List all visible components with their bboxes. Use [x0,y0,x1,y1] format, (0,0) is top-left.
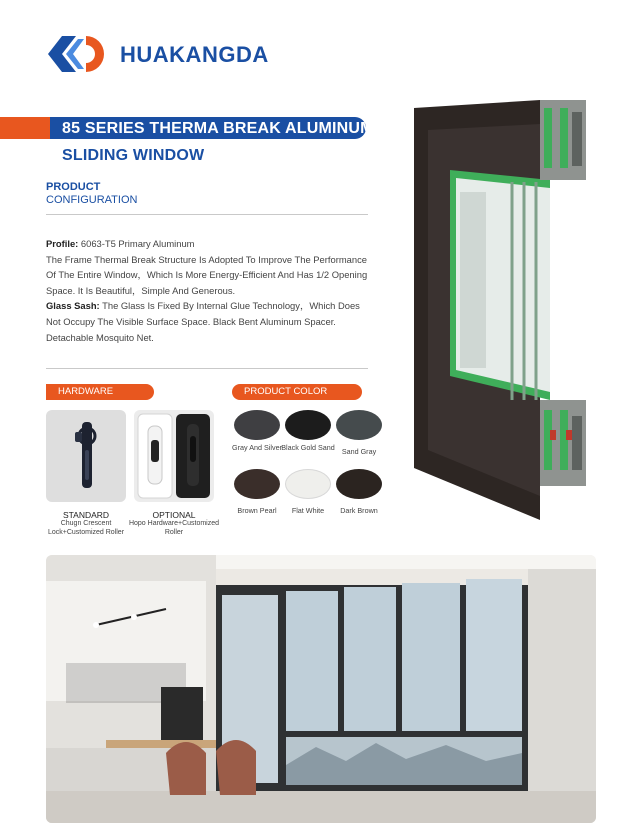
optional-subtitle: Hopo Hardware+Customized Roller [128,520,220,536]
standard-subtitle: Chugn Crescent Lock+Customized Roller [47,520,125,536]
profile-label: Profile: [46,238,79,249]
glass-label: Glass Sash: [46,300,100,312]
profile-text: 6063-T5 Primary Aluminum [78,238,195,249]
hardware-heading: HARDWARE [46,384,154,400]
frame-text: The Frame Thermal Break Structure Is Adopted To Improve The Performance Of The Entire Window，Which Is More Energy-Efficient And Has 1/2 Opening Space. It Is Beautiful，Simple And Generous. [46,253,368,296]
standard-hardware-image [46,410,126,502]
product-label: PRODUCT [46,181,101,193]
page-title-line2: SLIDING WINDOW [62,147,205,164]
optional-title: OPTIONAL [152,510,196,520]
swatch-sand-gray [336,410,382,440]
brand-name: HUAKANGDA [120,42,269,67]
glass-text: The Glass Is Fixed By Internal Glue Technology，Which Does Not Occupy The Visible Surface Space. Black Bent Aluminum Spacer. [46,300,360,327]
net-text: Detachable Mosquito Net. [46,331,154,343]
hkd-logo-icon [46,32,112,76]
interior-photo [46,555,596,823]
swatch-label: Black Gold Sand [281,443,335,452]
swatch-label: Brown Pearl [237,506,277,515]
swatch-dark-brown [336,469,382,499]
swatch-brown-pearl [234,469,280,499]
window-section-image [400,100,600,520]
optional-hardware-image [134,410,214,502]
swatch-label: Gray And Silver [232,443,282,452]
product-color-heading: PRODUCT COLOR [232,384,362,400]
swatch-label: Dark Brown [340,506,378,515]
swatch-flat-white [285,469,331,499]
standard-title: STANDARD [62,510,110,520]
swatch-black-gold-sand [285,410,331,440]
product-description [46,236,376,345]
swatch-gray-silver [234,410,280,440]
divider-bottom [46,368,368,369]
swatch-label: Flat White [291,506,325,515]
swatch-label: Sand Gray [341,447,377,456]
divider-top [46,214,368,215]
page-title-line1: 85 SERIES THERMA BREAK ALUMINUM [62,120,374,137]
configuration-label: CONFIGURATION [46,194,138,206]
